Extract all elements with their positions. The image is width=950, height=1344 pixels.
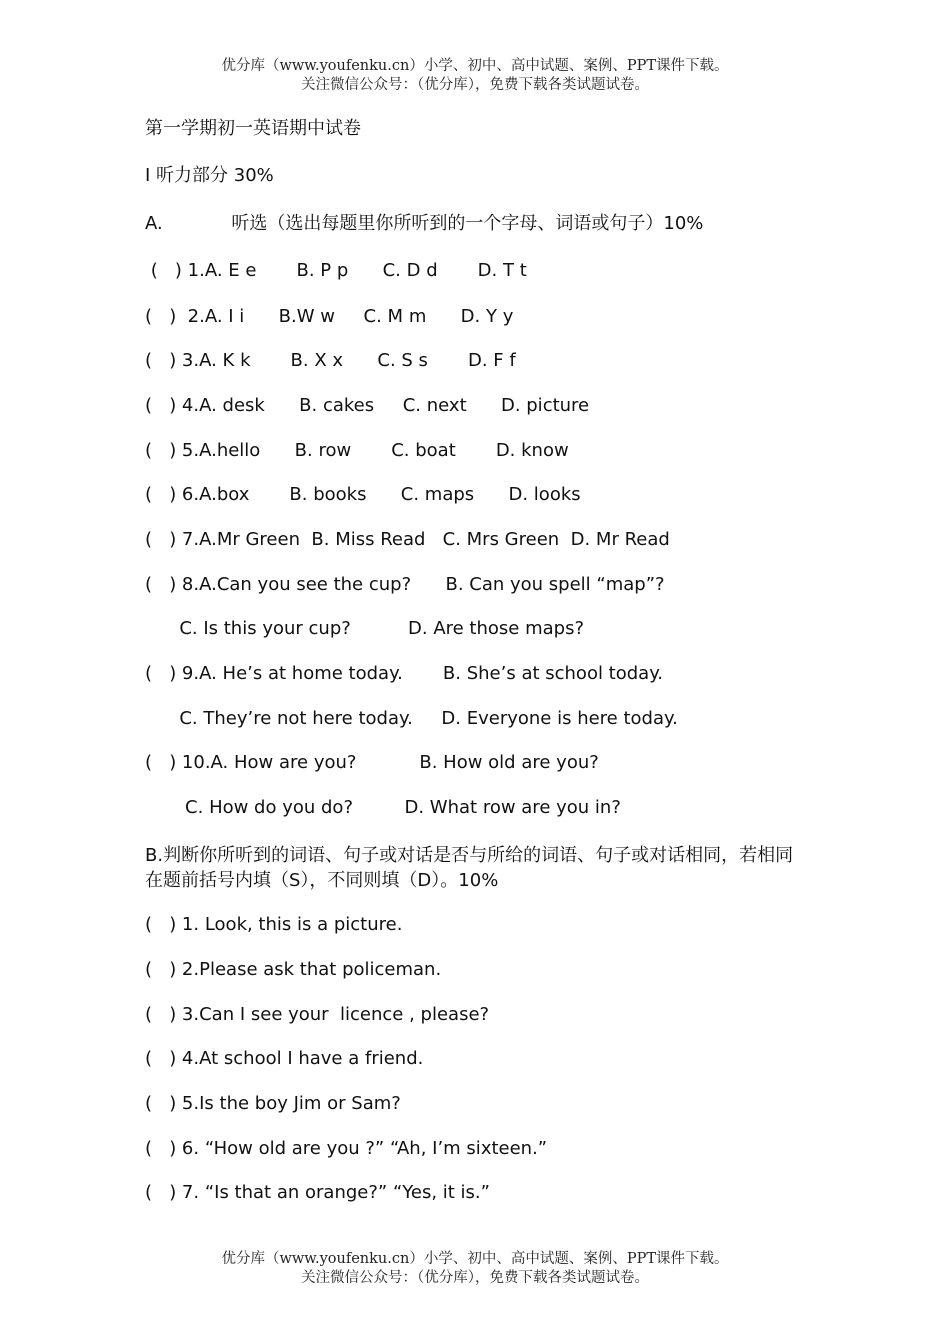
question-item-continuation: C. Is this your cup? D. Are those maps?: [145, 618, 585, 639]
question-item: ( ) 3.Can I see your licence , please?: [145, 1004, 490, 1025]
footer-line-2: 关注微信公众号：（优分库），免费下载各类试题试卷。: [301, 1270, 649, 1286]
question-item: ( ) 6. “How old are you ?” “Ah, I’m sixteen.”: [145, 1138, 548, 1159]
question-item: ( ) 6.A.box B. books C. maps D. looks: [145, 484, 581, 505]
question-item: ( ) 9.A. He’s at home today. B. She’s at school today.: [145, 663, 664, 684]
page-footer: [0, 1250, 950, 1288]
question-item: ( ) 5.Is the boy Jim or Sam?: [145, 1093, 401, 1114]
part-a-heading: A. 听选（选出每题里你所听到的一个字母、词语或句子）10%: [145, 213, 704, 234]
question-item: ( ) 2.Please ask that policeman.: [145, 959, 442, 980]
header-line-2: 关注微信公众号：（优分库），免费下载各类试题试卷。: [301, 77, 649, 93]
question-item: ( ) 10.A. How are you? B. How old are you?: [145, 752, 599, 773]
question-item-continuation: C. They’re not here today. D. Everyone is here today.: [145, 708, 678, 729]
question-item: ( ) 4.At school I have a friend.: [145, 1048, 424, 1069]
question-item: ( ) 2.A. I i B.W w C. M m D. Y y: [145, 306, 514, 327]
question-item: ( ) 3.A. K k B. X x C. S s D. F f: [145, 350, 516, 371]
question-item: ( ) 7.A.Mr Green B. Miss Read C. Mrs Green D. Mr Read: [145, 529, 670, 550]
page-header: [0, 57, 950, 95]
header-line-1: 优分库（www.youfenku.cn）小学、初中、高中试题、案例、PPT课件下载。: [221, 58, 729, 74]
document-title: 第一学期初一英语期中试卷: [145, 118, 361, 139]
part-b-heading: B.判断你所听到的词语、句子或对话是否与所给的词语、句子或对话相同，若相同在题前括号内填（S），不同则填（D）。10%: [145, 845, 794, 891]
question-item: ( ) 8.A.Can you see the cup? B. Can you spell “map”?: [145, 574, 665, 595]
question-item-continuation: C. How do you do? D. What row are you in?: [145, 797, 621, 818]
question-item: ( ) 1. Look, this is a picture.: [145, 914, 403, 935]
footer-line-1: 优分库（www.youfenku.cn）小学、初中、高中试题、案例、PPT课件下载。: [221, 1251, 729, 1267]
question-item: ( ) 1.A. E e B. P p C. D d D. T t: [145, 260, 527, 281]
question-item: ( ) 5.A.hello B. row C. boat D. know: [145, 440, 569, 461]
section-heading-listening: I 听力部分 30%: [145, 165, 274, 186]
question-item: ( ) 7. “Is that an orange?” “Yes, it is.”: [145, 1182, 490, 1203]
question-item: ( ) 4.A. desk B. cakes C. next D. picture: [145, 395, 590, 416]
